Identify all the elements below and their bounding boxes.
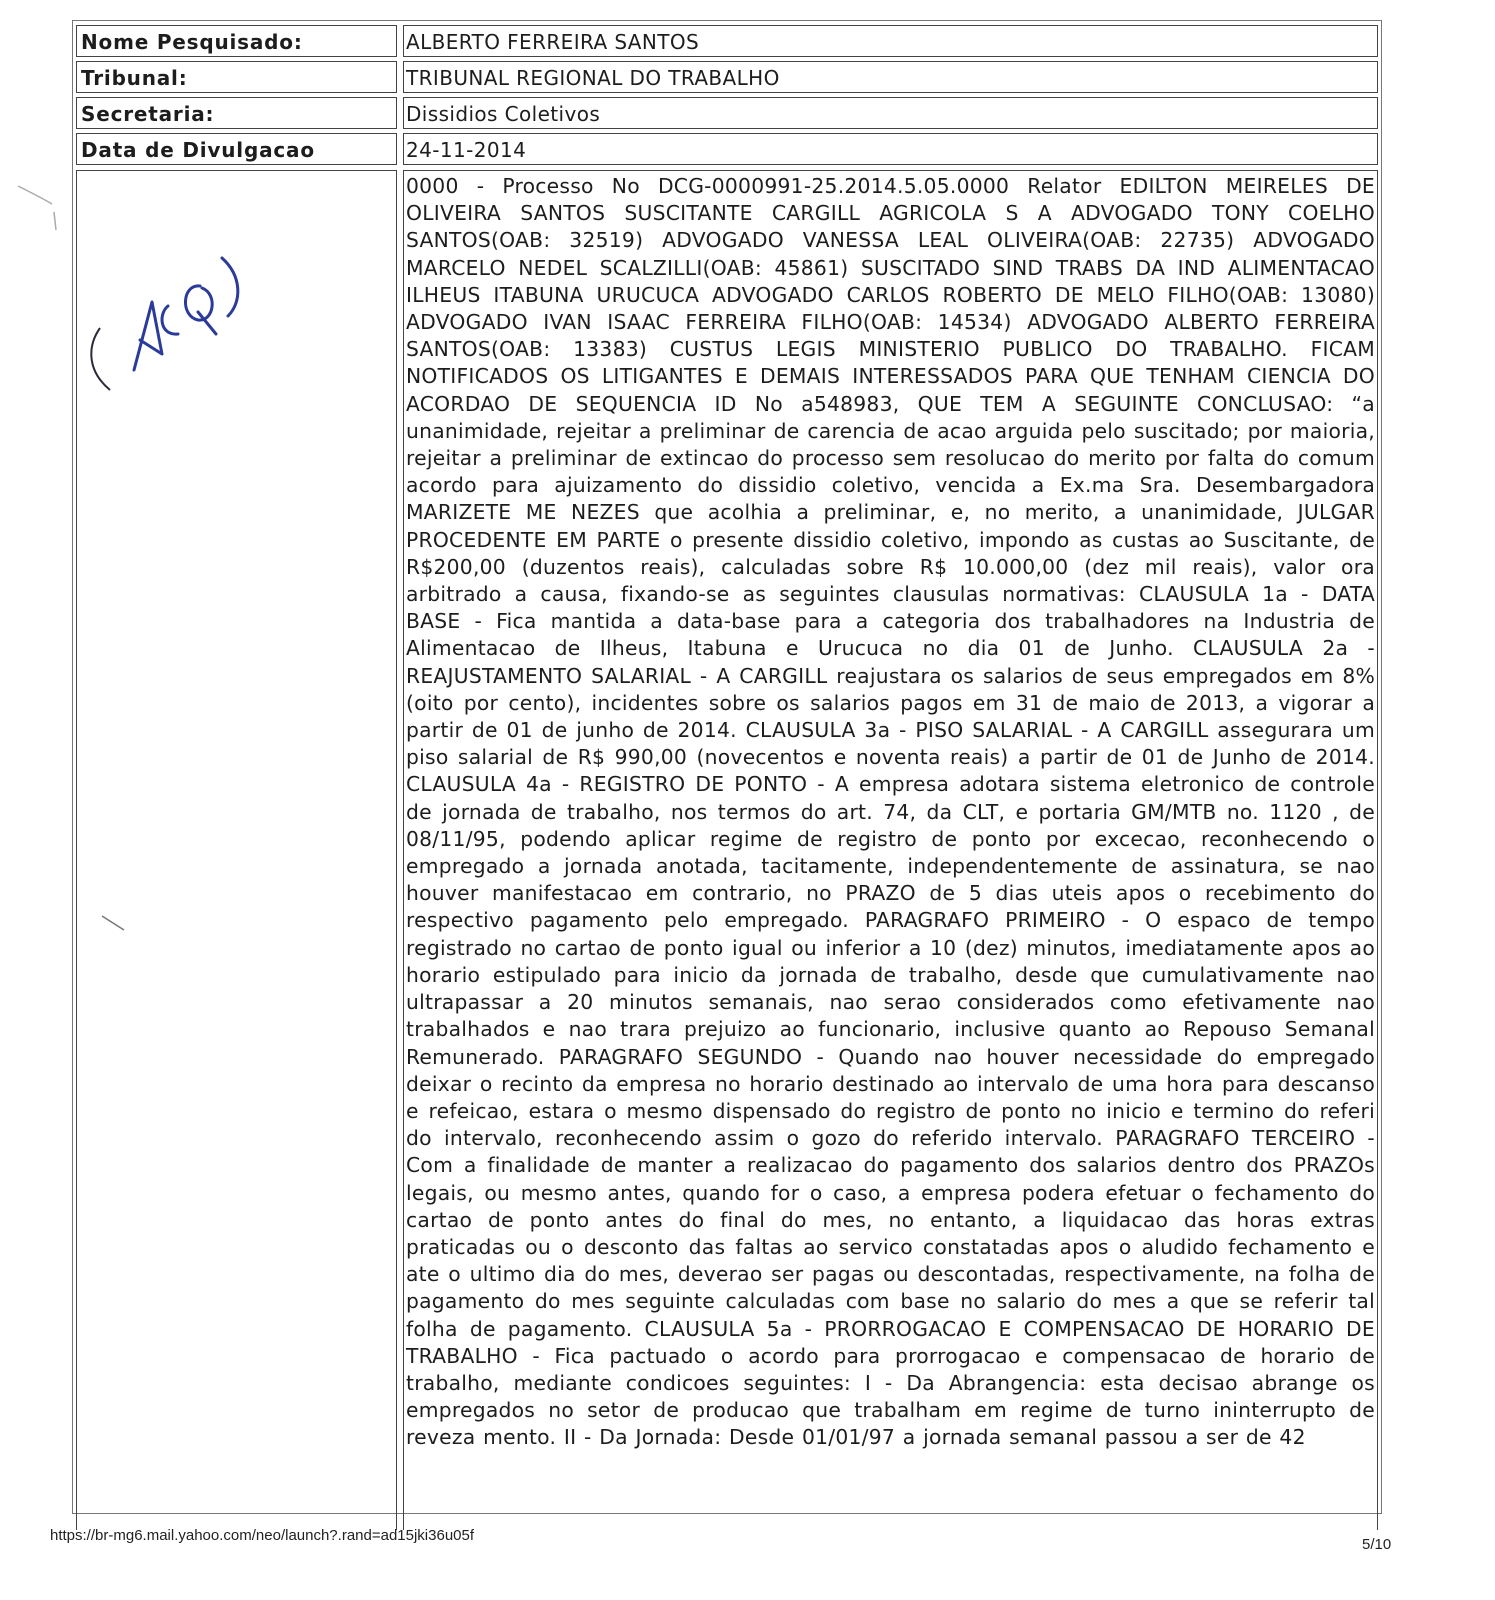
- scan-speck-mark: [96, 910, 136, 938]
- scan-speck-mark-left: [12, 178, 62, 238]
- value-secretaria: Dissidios Coletivos: [403, 97, 1378, 129]
- value-data-divulgacao: 24-11-2014: [403, 133, 1378, 165]
- label-data-divulgacao: Data de Divulgacao: [76, 133, 397, 165]
- value-tribunal: TRIBUNAL REGIONAL DO TRABALHO: [403, 61, 1378, 93]
- publication-cell: [403, 170, 1378, 1530]
- label-secretaria: Secretaria:: [76, 97, 397, 129]
- footer-url: https://br-mg6.mail.yahoo.com/neo/launch?.rand=ad15jki36u05f: [50, 1527, 475, 1544]
- footer-page-number: 5/10: [1362, 1536, 1392, 1553]
- publication-text: 0000 - Processo No DCG-0000991-25.2014.5.05.0000 Relator EDILTON MEIRELES DE OLIVEIRA SANTOS SUSCITANTE CARGILL AGRICOLA S A ADVOGADO TONY COELHO SANTOS(OAB: 32519) ADVOGADO VANESSA LEAL OLIVEIRA(OAB: 22735) ADVOGADO MARCELO NEDEL SCALZILLI(OAB: 45861) SUSCITADO SIND TRABS DA IND ALIMENTACAO ILHEUS ITABUNA URUCUCA ADVOGADO CARLOS ROBERTO DE MELO FILHO(OAB: 13080) ADVOGADO IVAN ISAAC FERREIRA FILHO(OAB: 14534) ADVOGADO ALBERTO FERREIRA SANTOS(OAB: 13383) CUSTUS LEGIS MINISTERIO PUBLICO DO TRABALHO. FICAM NOTIFICADOS OS LITIGANTES E DEMAIS INTERESSADOS PARA QUE TENHAM CIENCIA DO ACORDAO DE SEQUENCIA ID No a548983, QUE TEM A SEGUINTE CONCLUSAO: “a unanimidade, rejeitar a preliminar de carencia de acao arguida pelo suscitado; por maioria, rejeitar a preliminar de extincao do processo sem resolucao do merito por falta do comum acordo para ajuizamento do dissidio coletivo, vencida a Ex.ma Sra. Desembargadora MARIZETE ME NEZES que acolhia a preliminar, e, no merito, a unanimidade, JULGAR PROCEDENTE EM PARTE o presente dissidio coletivo, impondo as custas ao Suscitante, de R$200,00 (duzentos reais), calculadas sobre R$ 10.000,00 (dez mil reais), valor ora arbitrado a causa, fixando-se as seguintes clausulas normativas: CLAUSULA 1a - DATA BASE - Fica mantida a data-base para a categoria dos trabalhadores na Industria de Alimentacao de Ilheus, Itabuna e Urucuca no dia 01 de Junho. CLAUSULA 2a - REAJUSTAMENTO SALARIAL - A CARGILL reajustara os salarios de seus empregados em 8% (oito por cento), incidentes sobre os salarios pagos em 31 de maio de 2013, a vigorar a partir de 01 de junho de 2014. CLAUSULA 3a - PISO SALARIAL - A CARGILL assegurara um piso salarial de R$ 990,00 (novecentos e noventa reais) a partir de 01 de Junho de 2014. CLAUSULA 4a - REGISTRO DE PONTO - A empresa adotara sistema eletronico de controle de jornada de trabalho, nos termos do art. 74, da CLT, e portaria GM/MTB no. 1120 , de 08/11/95, podendo aplicar regime de registro de ponto por excecao, reconhecendo o empregado a jornada anotada, tacitamente, independentemente de assinatura, se nao houver manifestacao em contrario, no PRAZO de 5 dias uteis apos o recebimento do respectivo pagamento pelo empregado. PARAGRAFO PRIMEIRO - O espaco de tempo registrado no cartao de ponto igual ou inferior a 10 (dez) minutos, imediatamente apos ao horario estipulado para inicio da jornada de trabalho, desde que cumulativamente nao ultrapassar a 20 minutos semanais, nao serao considerados como efetivamente nao trabalhados e nao trara prejuizo ao funcionario, inclusive quanto ao Repouso Semanal Remunerado. PARAGRAFO SEGUNDO - Quando nao houver necessidade do empregado deixar o recinto da empresa no horario destinado ao intervalo de uma hora para descanso e refeicao, estara o mesmo dispensado do registro de ponto no inicio e termino do referi do intervalo, reconhecendo assim o gozo do referido intervalo. PARAGRAFO TERCEIRO - Com a finalidade de manter a realizacao do pagamento dos salarios dentro dos PRAZOs legais, ou mesmo antes, quando for o caso, a empresa podera efetuar o fechamento do cartao de ponto antes do final do mes, no entanto, a liquidacao das horas extras praticadas ou o desconto das faltas ao servico constatadas apos o aludido fechamento e ate o ultimo dia do mes, deverao ser pagas ou descontadas, respectivamente, na folha de pagamento do mes seguinte calculadas com base no salario do mes a que se referir tal folha de pagamento. CLAUSULA 5a - PRORROGACAO E COMPENSACAO DE HORARIO DE TRABALHO - Fica pactuado o acordo para prorrogacao e compensacao de horario de trabalho, mediante condicoes seguintes: I - Da Abrangencia: esta decisao abrange os empregados no setor de producao que trabalham em regime de turno ininterrupto de reveza mento. II - Da Jornada: Desde 01/01/97 a jornada semanal passou a ser de 42: [406, 174, 1375, 1450]
- value-nome-pesquisado: ALBERTO FERREIRA SANTOS: [403, 25, 1378, 57]
- label-nome-pesquisado: Nome Pesquisado:: [76, 25, 397, 57]
- label-tribunal: Tribunal:: [76, 61, 397, 93]
- handwritten-annotation-mark: [82, 250, 252, 400]
